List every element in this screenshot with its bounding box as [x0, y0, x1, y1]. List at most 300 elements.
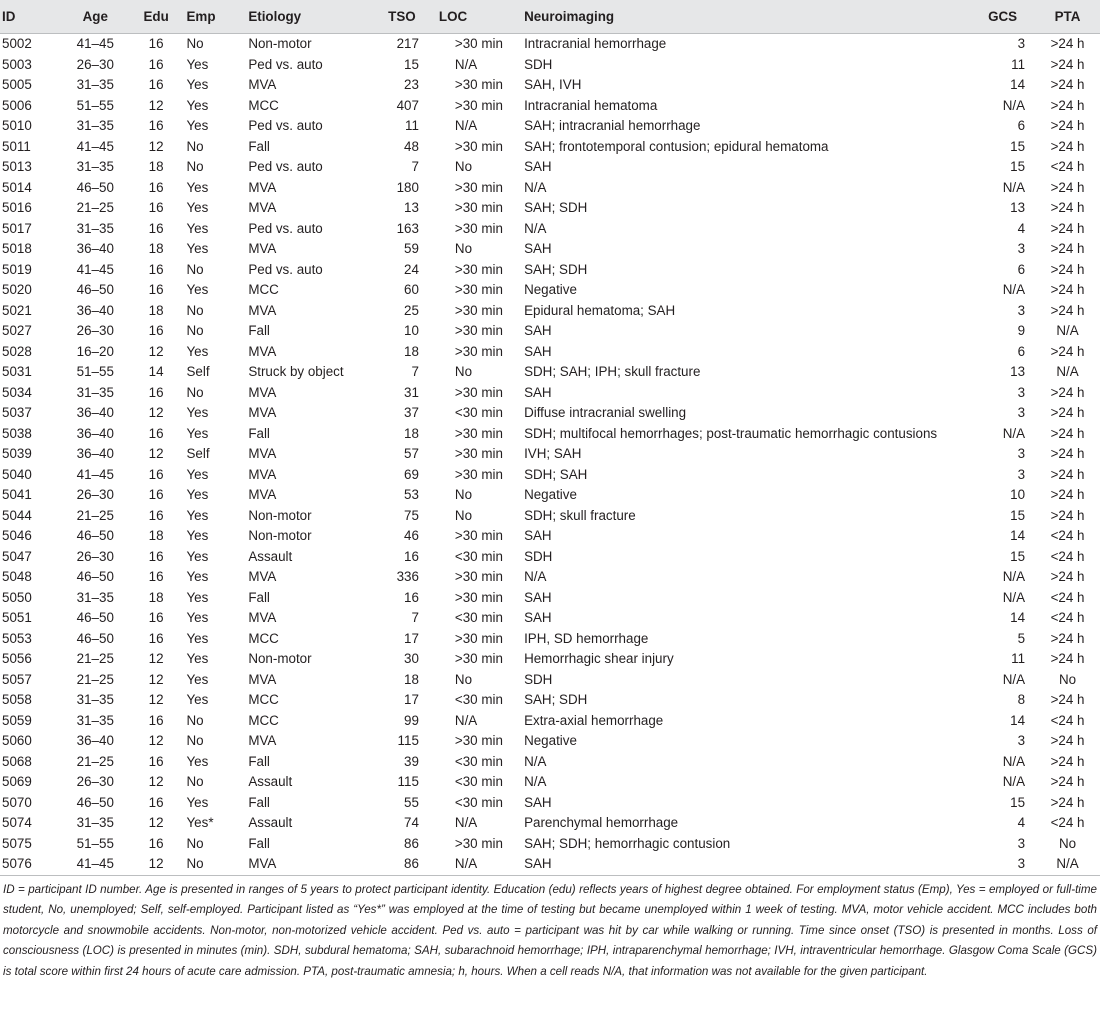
table-row [0, 690, 1100, 711]
cell-edu: 16 [148, 77, 164, 92]
cell-gcs: 4 [1017, 220, 1026, 236]
cell-emp: Yes [186, 282, 209, 297]
cell-etiology: MVA [248, 610, 277, 625]
cell-neuroimaging: SDH [524, 671, 553, 687]
cell-etiology: MVA [248, 671, 277, 687]
cell-etiology: Non-motor [248, 528, 312, 543]
table-row [0, 567, 1100, 588]
column-header-emp: Emp [184, 0, 246, 34]
cell-loc: >30 min [454, 528, 503, 543]
cell-age: 31–35 [76, 815, 114, 830]
cell-pta: >24 h [1050, 774, 1085, 789]
cell-etiology: Fall [248, 589, 270, 605]
cell-age: 51–55 [76, 835, 114, 851]
column-header-loc: LOC [437, 0, 522, 34]
cell-tso: 17 [404, 630, 419, 646]
cell-etiology: MVA [248, 466, 277, 482]
cell-neuroimaging: Intracranial hematoma [524, 97, 658, 113]
table-row [0, 178, 1100, 199]
cell-loc: No [454, 487, 473, 502]
cell-neuroimaging: SAH [524, 384, 552, 400]
cell-etiology: MCC [248, 97, 279, 113]
cell-pta: >24 h [1050, 77, 1085, 92]
cell-id: 5057 [2, 671, 32, 687]
column-header-gcs: GCS [970, 0, 1035, 34]
cell-edu: 16 [148, 507, 164, 523]
column-header-id: ID [0, 0, 63, 34]
cell-edu: 16 [148, 179, 164, 195]
cell-etiology: MCC [248, 692, 279, 707]
table-row [0, 793, 1100, 814]
table-body [0, 34, 1100, 876]
cell-id: 5020 [2, 282, 32, 297]
cell-loc: >30 min [454, 220, 503, 236]
cell-neuroimaging: IVH; SAH [524, 446, 582, 461]
cell-emp: Yes [186, 200, 209, 215]
cell-edu: 16 [148, 712, 164, 728]
cell-edu: 12 [148, 446, 164, 461]
cell-etiology: MVA [248, 343, 277, 359]
cell-loc: N/A [454, 712, 478, 728]
cell-edu: 18 [148, 589, 164, 605]
cell-emp: Yes [186, 507, 209, 523]
cell-neuroimaging: Epidural hematoma; SAH [524, 302, 676, 318]
cell-edu: 16 [148, 425, 164, 441]
cell-emp: No [186, 36, 204, 51]
cell-emp: Yes [186, 179, 209, 195]
cell-neuroimaging: SAH [524, 343, 552, 359]
cell-id: 5027 [2, 323, 32, 338]
cell-tso: 25 [404, 302, 419, 318]
cell-loc: No [454, 241, 473, 256]
cell-etiology: Ped vs. auto [248, 118, 323, 133]
cell-edu: 12 [148, 815, 164, 830]
cell-loc: No [454, 671, 473, 687]
cell-edu: 12 [128, 854, 185, 875]
cell-gcs: 14 [1010, 528, 1026, 543]
table-row [0, 424, 1100, 445]
cell-edu: 16 [148, 794, 164, 810]
cell-age: 46–50 [76, 282, 114, 297]
cell-loc: N/A [454, 56, 478, 72]
table-row [0, 465, 1100, 486]
cell-pta: >24 h [1050, 446, 1085, 461]
cell-loc: >30 min [454, 446, 503, 461]
cell-emp: No [186, 302, 204, 318]
cell-gcs: N/A [1002, 774, 1026, 789]
cell-age: 41–45 [76, 36, 114, 51]
table-row [0, 403, 1100, 424]
cell-loc: N/A [437, 854, 522, 875]
cell-loc: >30 min [454, 466, 503, 482]
cell-loc: >30 min [454, 97, 503, 113]
cell-etiology: MVA [248, 77, 277, 92]
table-row [0, 383, 1100, 404]
cell-emp: No [186, 733, 204, 748]
cell-loc: <30 min [454, 774, 503, 789]
cell-edu: 12 [148, 405, 164, 420]
cell-gcs: 15 [1010, 159, 1026, 174]
cell-tso: 23 [404, 77, 419, 92]
cell-tso: 75 [404, 507, 419, 523]
cell-gcs: 15 [1010, 507, 1026, 523]
cell-gcs: N/A [1002, 425, 1026, 441]
cell-emp: Yes [186, 671, 209, 687]
cell-age: 31–35 [76, 159, 114, 174]
cell-etiology: Struck by object [248, 364, 344, 379]
cell-pta: No [1058, 835, 1077, 851]
cell-age: 31–35 [76, 384, 114, 400]
cell-id: 5018 [2, 241, 32, 256]
table-row [0, 75, 1100, 96]
cell-pta: N/A [1056, 364, 1079, 379]
cell-etiology: Assault [248, 774, 293, 789]
cell-emp: Yes [186, 487, 209, 502]
cell-id: 5003 [2, 56, 32, 72]
cell-tso: 24 [404, 261, 419, 277]
cell-age: 46–50 [76, 610, 114, 625]
cell-id: 5076 [0, 854, 63, 875]
cell-loc: >30 min [454, 630, 503, 646]
cell-etiology: MVA [246, 854, 367, 875]
cell-id: 5016 [2, 200, 32, 215]
cell-edu: 16 [148, 56, 164, 72]
cell-age: 46–50 [76, 528, 114, 543]
cell-edu: 18 [148, 302, 164, 318]
cell-edu: 16 [148, 261, 164, 277]
cell-pta: <24 h [1050, 712, 1085, 728]
cell-pta: >24 h [1050, 179, 1085, 195]
cell-gcs: 15 [1010, 548, 1026, 564]
cell-etiology: MVA [248, 179, 277, 195]
table-row [0, 752, 1100, 773]
cell-etiology: Fall [248, 323, 270, 338]
cell-tso: 69 [404, 466, 419, 482]
cell-edu: 16 [148, 200, 164, 215]
cell-gcs: 3 [1017, 446, 1026, 461]
cell-gcs: 14 [1010, 712, 1026, 728]
cell-etiology: MVA [248, 405, 277, 420]
cell-id: 5034 [2, 384, 32, 400]
cell-gcs: 3 [970, 854, 1035, 875]
cell-edu: 16 [148, 630, 164, 646]
cell-id: 5038 [2, 425, 32, 441]
cell-tso: 7 [411, 159, 419, 174]
cell-emp: Yes [186, 794, 209, 810]
table-row [0, 608, 1100, 629]
cell-id: 5059 [2, 712, 32, 728]
cell-age: 26–30 [76, 487, 114, 502]
cell-id: 5041 [2, 487, 32, 502]
cell-pta: >24 h [1050, 302, 1085, 318]
cell-id: 5044 [2, 507, 32, 523]
cell-neuroimaging: SDH; skull fracture [524, 507, 636, 523]
cell-id: 5010 [2, 118, 32, 133]
cell-neuroimaging: Negative [524, 733, 577, 748]
cell-neuroimaging: SAH; SDH [524, 692, 588, 707]
cell-pta: No [1058, 671, 1077, 687]
cell-emp: Yes [186, 466, 209, 482]
cell-edu: 16 [148, 610, 164, 625]
cell-id: 5058 [2, 692, 32, 707]
cell-pta: <24 h [1050, 610, 1085, 625]
cell-etiology: Assault [248, 548, 293, 564]
cell-edu: 16 [148, 118, 164, 133]
cell-age: 46–50 [76, 794, 114, 810]
cell-id: 5017 [2, 220, 32, 236]
cell-loc: >30 min [454, 302, 503, 318]
table-row [0, 731, 1100, 752]
cell-tso: 39 [404, 753, 419, 769]
cell-id: 5039 [2, 446, 32, 461]
cell-loc: No [454, 507, 473, 523]
cell-age: 36–40 [76, 733, 114, 748]
cell-edu: 16 [148, 487, 164, 502]
cell-tso: 46 [404, 528, 419, 543]
cell-neuroimaging: SAH [524, 323, 552, 338]
cell-gcs: 6 [1017, 261, 1026, 277]
cell-pta: >24 h [1050, 753, 1085, 769]
cell-gcs: 3 [1017, 466, 1026, 482]
cell-age: 21–25 [76, 753, 114, 769]
table-row [0, 526, 1100, 547]
cell-age: 41–45 [76, 261, 114, 277]
cell-etiology: MCC [248, 630, 279, 646]
cell-tso: 55 [404, 794, 419, 810]
cell-tso: 37 [404, 405, 419, 420]
cell-tso: 16 [404, 589, 419, 605]
cell-age: 31–35 [76, 118, 114, 133]
cell-loc: >30 min [454, 36, 503, 51]
cell-emp: Yes [186, 56, 209, 72]
table-row [0, 198, 1100, 219]
cell-pta: >24 h [1050, 138, 1085, 154]
cell-gcs: 15 [1010, 138, 1026, 154]
cell-emp: Self [186, 446, 210, 461]
cell-loc: <30 min [454, 692, 503, 707]
cell-pta: >24 h [1050, 692, 1085, 707]
cell-pta: <24 h [1050, 548, 1085, 564]
cell-edu: 16 [148, 835, 164, 851]
cell-age: 26–30 [76, 774, 114, 789]
cell-pta: <24 h [1050, 815, 1085, 830]
cell-gcs: N/A [1002, 753, 1026, 769]
cell-gcs: N/A [1002, 671, 1026, 687]
cell-emp: No [186, 835, 204, 851]
cell-tso: 18 [404, 343, 419, 359]
cell-emp: Yes [186, 630, 209, 646]
cell-edu: 16 [148, 753, 164, 769]
cell-etiology: MCC [248, 712, 279, 728]
cell-edu: 12 [148, 692, 164, 707]
cell-neuroimaging: N/A [524, 774, 547, 789]
cell-id: 5013 [2, 159, 32, 174]
cell-emp: Yes [186, 118, 209, 133]
cell-gcs: N/A [1002, 569, 1026, 584]
cell-tso: 31 [404, 384, 419, 400]
cell-tso: 48 [404, 138, 419, 154]
cell-pta: >24 h [1050, 466, 1085, 482]
cell-tso: 53 [404, 487, 419, 502]
cell-gcs: 14 [1010, 77, 1026, 92]
column-header-etiology: Etiology [246, 0, 367, 34]
cell-edu: 18 [148, 159, 164, 174]
cell-etiology: Fall [248, 138, 270, 154]
cell-emp: Yes [186, 692, 209, 707]
cell-neuroimaging: IPH, SD hemorrhage [524, 630, 649, 646]
cell-tso: 180 [396, 179, 419, 195]
cell-emp: Yes* [186, 815, 214, 830]
table-row [0, 137, 1100, 158]
cell-gcs: N/A [1002, 282, 1026, 297]
cell-gcs: 8 [1017, 692, 1026, 707]
cell-edu: 18 [148, 528, 164, 543]
cell-emp: No [186, 384, 204, 400]
cell-emp: Yes [186, 77, 209, 92]
table-footnote: ID = participant ID number. Age is presented in ranges of 5 years to protect participant identity. Education (edu) reflects years of highest degree obtained. For employment status (Emp), Yes = employed or full-time student, No, unemployed; Self, self-employed. Participant listed as “Yes*” was employed at the time of testing but became unemployed within 1 week of testing. MVA, motor vehicle accident. MCC includes both motorcycle and snowmobile accidents. Non-motor, non-motorized vehicle accident. Ped vs. auto = participant was hit by car while walking or running. Time since onset (TSO) is presented in months. Loss of consciousness (LOC) is presented in minutes (min). SDH, subdural hematoma; SAH, subarachnoid hemorrhage; IPH, intraparenchymal hemorrhage; IVH, intraventricular hemorrhage. Glasgow Coma Scale (GCS) is total score within first 24 hours of acute care admission. PTA, post-traumatic amnesia; h, hours. When a cell reads N/A, that information was not available for the given participant. [3, 882, 1097, 978]
cell-etiology: Ped vs. auto [248, 261, 323, 277]
cell-id: 5068 [2, 753, 32, 769]
cell-gcs: 9 [1017, 323, 1026, 338]
cell-tso: 115 [397, 774, 419, 789]
cell-edu: 14 [148, 364, 164, 379]
cell-age: 31–35 [76, 220, 114, 236]
table-row [0, 854, 1100, 875]
cell-tso: 86 [367, 854, 437, 875]
cell-loc: >30 min [454, 261, 503, 277]
column-header-pta: PTA [1035, 0, 1100, 34]
cell-neuroimaging: Diffuse intracranial swelling [524, 405, 687, 420]
cell-id: 5011 [2, 138, 31, 154]
cell-emp: Yes [186, 753, 209, 769]
cell-id: 5050 [2, 589, 32, 605]
cell-etiology: MVA [248, 384, 277, 400]
cell-tso: 13 [404, 200, 419, 215]
cell-emp: No [186, 138, 204, 154]
cell-loc: N/A [454, 815, 478, 830]
cell-edu: 12 [148, 671, 164, 687]
cell-etiology: Fall [248, 794, 270, 810]
table-row [0, 342, 1100, 363]
cell-age: 36–40 [76, 425, 114, 441]
cell-tso: 74 [404, 815, 419, 830]
cell-age: 31–35 [76, 77, 114, 92]
cell-neuroimaging: Negative [524, 282, 577, 297]
cell-tso: 7 [411, 364, 419, 379]
cell-loc: >30 min [454, 200, 503, 215]
cell-gcs: 6 [1017, 343, 1026, 359]
cell-tso: 336 [396, 569, 419, 584]
cell-tso: 10 [404, 323, 419, 338]
cell-etiology: Ped vs. auto [248, 56, 323, 72]
cell-neuroimaging: Intracranial hemorrhage [524, 36, 667, 51]
cell-gcs: 3 [1017, 302, 1026, 318]
cell-neuroimaging: SDH [524, 56, 553, 72]
cell-pta: >24 h [1050, 630, 1085, 646]
cell-loc: <30 min [454, 753, 503, 769]
cell-gcs: 13 [1010, 364, 1026, 379]
cell-etiology: MVA [248, 241, 277, 256]
cell-pta: N/A [1056, 323, 1079, 338]
cell-gcs: N/A [1002, 179, 1026, 195]
cell-neuroimaging: SAH, IVH [524, 77, 582, 92]
cell-loc: >30 min [454, 589, 503, 605]
cell-id: 5075 [2, 835, 32, 851]
table-row [0, 834, 1100, 855]
cell-age: 21–25 [76, 651, 114, 666]
table-row [0, 588, 1100, 609]
cell-neuroimaging: SDH; multifocal hemorrhages; post-traumatic hemorrhagic contusions [524, 425, 938, 441]
cell-neuroimaging: SAH; SDH [524, 261, 588, 277]
cell-tso: 18 [404, 671, 419, 687]
cell-emp: Yes [186, 97, 209, 113]
cell-age: 41–45 [76, 138, 114, 154]
cell-pta: >24 h [1050, 384, 1085, 400]
cell-pta: <24 h [1050, 528, 1085, 543]
cell-edu: 16 [148, 569, 164, 584]
cell-pta: >24 h [1050, 343, 1085, 359]
cell-neuroimaging: SAH; frontotemporal contusion; epidural hematoma [524, 138, 829, 154]
table-row [0, 116, 1100, 137]
cell-etiology: Ped vs. auto [248, 159, 323, 174]
header-row [0, 0, 1100, 34]
column-header-tso: TSO [367, 0, 437, 34]
cell-id: 5056 [2, 651, 32, 666]
cell-etiology: Ped vs. auto [248, 220, 323, 236]
cell-pta: >24 h [1050, 261, 1085, 277]
table-row [0, 96, 1100, 117]
cell-emp: No [186, 712, 204, 728]
cell-edu: 12 [148, 138, 164, 154]
table-row [0, 485, 1100, 506]
cell-age: 26–30 [76, 548, 114, 564]
cell-neuroimaging: N/A [524, 220, 547, 236]
cell-emp: Yes [186, 569, 209, 584]
table-row [0, 362, 1100, 383]
cell-edu: 16 [148, 384, 164, 400]
cell-tso: 407 [396, 97, 419, 113]
cell-emp: Yes [186, 220, 209, 236]
cell-emp: No [186, 159, 204, 174]
cell-emp: Yes [186, 548, 209, 564]
column-header-edu: Edu [128, 0, 185, 34]
cell-tso: 163 [396, 220, 419, 236]
cell-neuroimaging: Parenchymal hemorrhage [524, 815, 679, 830]
cell-etiology: MVA [248, 733, 277, 748]
table-row [0, 670, 1100, 691]
table-row [0, 321, 1100, 342]
cell-tso: 16 [404, 548, 419, 564]
cell-age: 21–25 [76, 200, 114, 215]
cell-neuroimaging: Negative [524, 487, 577, 502]
cell-age: 21–25 [76, 671, 114, 687]
cell-etiology: MVA [248, 302, 277, 318]
table-row [0, 711, 1100, 732]
table-row [0, 547, 1100, 568]
cell-edu: 12 [148, 343, 164, 359]
cell-edu: 16 [148, 36, 164, 51]
table-row [0, 444, 1100, 465]
table-row [0, 813, 1100, 834]
cell-gcs: 4 [1017, 815, 1026, 830]
cell-emp: No [186, 774, 204, 789]
cell-emp: Yes [186, 343, 209, 359]
cell-gcs: 3 [1017, 835, 1026, 851]
cell-loc: >30 min [454, 138, 503, 154]
cell-neuroimaging: SAH [524, 528, 552, 543]
cell-age: 31–35 [76, 692, 114, 707]
cell-loc: N/A [454, 118, 478, 133]
